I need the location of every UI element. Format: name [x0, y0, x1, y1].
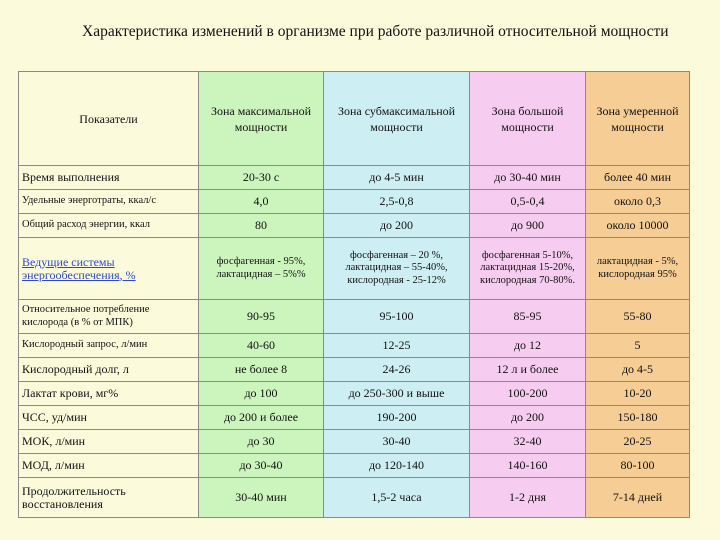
header-zone-large: Зона большой мощности — [470, 72, 586, 166]
table-row — [19, 430, 690, 454]
characteristics-table — [18, 71, 690, 518]
cell-value: 0,5-0,4 — [470, 190, 586, 214]
cell-value: 80-100 — [586, 454, 690, 478]
cell-value: 85-95 — [470, 300, 586, 334]
row-label: Время выполнения — [19, 166, 199, 190]
cell-value: 20-25 — [586, 430, 690, 454]
cell-value: фосфагенная - 95%, лактацидная – 5%% — [199, 238, 324, 300]
header-zone-moderate: Зона умеренной мощности — [586, 72, 690, 166]
cell-value: до 100 — [199, 382, 324, 406]
cell-value: 30-40 мин — [199, 478, 324, 518]
table-row — [19, 238, 690, 300]
cell-value: около 0,3 — [586, 190, 690, 214]
cell-value: 100-200 — [470, 382, 586, 406]
cell-value: 30-40 — [324, 430, 470, 454]
cell-value: 55-80 — [586, 300, 690, 334]
cell-value: 10-20 — [586, 382, 690, 406]
table-row — [19, 300, 690, 334]
cell-value: около 10000 — [586, 214, 690, 238]
cell-value: более 40 мин — [586, 166, 690, 190]
cell-value: до 120-140 — [324, 454, 470, 478]
page-title: Характеристика изменений в организме при работе различной относительной мощности — [82, 23, 669, 40]
row-label: МОД, л/мин — [19, 454, 199, 478]
cell-value: до 30-40 мин — [470, 166, 586, 190]
table-row — [19, 214, 690, 238]
cell-value: 24-26 — [324, 358, 470, 382]
cell-value: 80 — [199, 214, 324, 238]
cell-value: до 30-40 — [199, 454, 324, 478]
table-row — [19, 382, 690, 406]
cell-value: 2,5-0,8 — [324, 190, 470, 214]
table-row — [19, 190, 690, 214]
cell-value: 40-60 — [199, 334, 324, 358]
cell-value: 20-30 с — [199, 166, 324, 190]
cell-value: до 200 и более — [199, 406, 324, 430]
table-row — [19, 166, 690, 190]
header-zone-submax: Зона субмаксимальной мощности — [324, 72, 470, 166]
cell-value: 140-160 — [470, 454, 586, 478]
cell-value: 95-100 — [324, 300, 470, 334]
cell-value: 7-14 дней — [586, 478, 690, 518]
cell-value: 12-25 — [324, 334, 470, 358]
cell-value: до 12 — [470, 334, 586, 358]
cell-value: 12 л и более — [470, 358, 586, 382]
table-row — [19, 454, 690, 478]
table-row — [19, 334, 690, 358]
table-row — [19, 406, 690, 430]
cell-value: фосфагенная 5-10%, лактацидная 15-20%, кислородная 70-80%. — [470, 238, 586, 300]
row-label: Продолжительность восстановления — [19, 478, 199, 518]
cell-value: до 200 — [470, 406, 586, 430]
cell-value: 190-200 — [324, 406, 470, 430]
cell-value: 32-40 — [470, 430, 586, 454]
table-row — [19, 358, 690, 382]
table-header-row — [19, 72, 690, 166]
row-label: Удельные энерготраты, ккал/с — [19, 190, 199, 214]
table-row — [19, 478, 690, 518]
row-label: Общий расход энергии, ккал — [19, 214, 199, 238]
cell-value: фосфагенная – 20 %, лактацидная – 55-40%, кислородная - 25-12% — [324, 238, 470, 300]
cell-value: 1-2 дня — [470, 478, 586, 518]
cell-value: лактацидная - 5%, кислородная 95% — [586, 238, 690, 300]
cell-value: до 250-300 и выше — [324, 382, 470, 406]
cell-value: 4,0 — [199, 190, 324, 214]
cell-value: 150-180 — [586, 406, 690, 430]
header-zone-max: Зона максимальной мощности — [199, 72, 324, 166]
row-label: Лактат крови, мг% — [19, 382, 199, 406]
row-label: ЧСС, уд/мин — [19, 406, 199, 430]
row-label: МОК, л/мин — [19, 430, 199, 454]
cell-value: до 900 — [470, 214, 586, 238]
row-label: Кислородный запрос, л/мин — [19, 334, 199, 358]
row-label: Относительное потребление кислорода (в % от МПК) — [19, 300, 199, 334]
cell-value: до 200 — [324, 214, 470, 238]
row-label: Кислородный долг, л — [19, 358, 199, 382]
cell-value: до 4-5 мин — [324, 166, 470, 190]
energy-systems-link[interactable]: Ведущие системы энергообеспечения, % — [19, 238, 199, 300]
cell-value: не более 8 — [199, 358, 324, 382]
cell-value: 5 — [586, 334, 690, 358]
cell-value: до 4-5 — [586, 358, 690, 382]
header-label: Показатели — [19, 72, 199, 166]
cell-value: 1,5-2 часа — [324, 478, 470, 518]
cell-value: до 30 — [199, 430, 324, 454]
cell-value: 90-95 — [199, 300, 324, 334]
